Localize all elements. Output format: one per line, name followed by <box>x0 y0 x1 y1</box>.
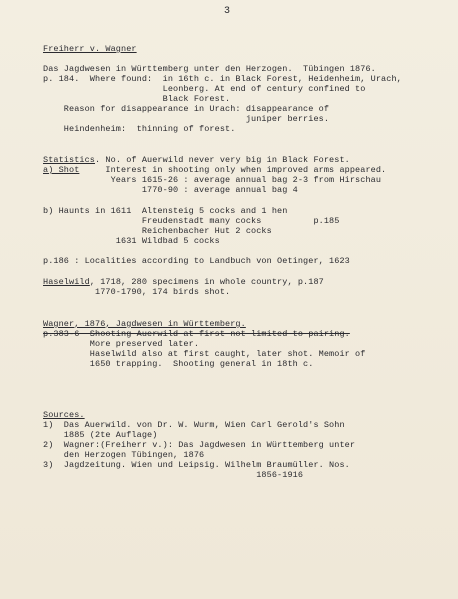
text-line: Freudenstadt many cocks p.185 <box>43 216 340 226</box>
source-item: den Herzogen Tübingen, 1876 <box>43 450 205 460</box>
shot-label: a) Shot <box>43 165 80 175</box>
text-line: Heindenheim: thinning of forest. <box>43 124 236 134</box>
text-line: 1650 trapping. Shooting general in 18th c. <box>43 359 314 369</box>
text-line: Years 1615-26 : average annual bag 2-3 from Hirschau <box>43 175 382 185</box>
text-line: Black Forest. <box>43 94 231 104</box>
text-line: juniper berries. <box>43 114 330 124</box>
text-line: Das Jagdwesen in Württemberg unter den Herzogen. Tübingen 1876. <box>43 64 376 74</box>
haselwild-line-1: Haselwild, 1718, 280 specimens in whole country, p.187 <box>43 277 324 287</box>
text-line: 1631 Wildbad 5 cocks <box>43 236 220 246</box>
source-item: 2) Wagner:(Freiherr v.): Das Jagdwesen in Württemberg unter <box>43 440 356 450</box>
sources-heading: Sources. <box>43 410 85 420</box>
haselwild-label: Haselwild <box>43 277 90 287</box>
localities-line: p.186 : Localities according to Landbuch von Oetinger, 1623 <box>43 256 350 266</box>
page-number: 3 <box>224 6 231 17</box>
text-line: Reichenbacher Hut 2 cocks <box>43 226 272 236</box>
text-line: Wagner, 1876, Jagdwesen in Württemberg. <box>43 319 246 329</box>
text-line: b) Haunts in 1611 Altensteig 5 cocks and 1 hen <box>43 206 288 216</box>
text-line: 1770-90 : average annual bag 4 <box>43 185 298 195</box>
text-line: Haselwild also at first caught, later shot. Memoir of <box>43 349 366 359</box>
source-item: 1885 (2te Auflage) <box>43 430 158 440</box>
statistics-label: Statistics <box>43 155 96 165</box>
statistics-line-2: a) Shot Interest in shooting only when improved arms appeared. <box>43 165 387 175</box>
heading-wagner: Freiherr v. Wagner <box>43 44 137 54</box>
source-item: 1856-1916 <box>43 470 304 480</box>
text-line: 1770-1790, 174 birds shot. <box>43 287 231 297</box>
text-line: Leonberg. At end of century confined to <box>43 84 366 94</box>
source-item: 3) Jagdzeitung. Wien und Leipsig. Wilhelm Braumüller. Nos. <box>43 460 350 470</box>
source-item: 1) Das Auerwild. von Dr. W. Wurm, Wien Carl Gerold's Sohn <box>43 420 345 430</box>
text-line: Reason for disappearance in Urach: disappearance of <box>43 104 330 114</box>
text-line: p. 184. Where found: in 16th c. in Black Forest, Heidenheim, Urach, <box>43 74 402 84</box>
text-line: p.383-6 Shooting Auerwild at first not limited to pairing. <box>43 329 350 339</box>
text-line: More preserved later. <box>43 339 200 349</box>
statistics-line-1: Statistics. No. of Auerwild never very big in Black Forest. <box>43 155 350 165</box>
